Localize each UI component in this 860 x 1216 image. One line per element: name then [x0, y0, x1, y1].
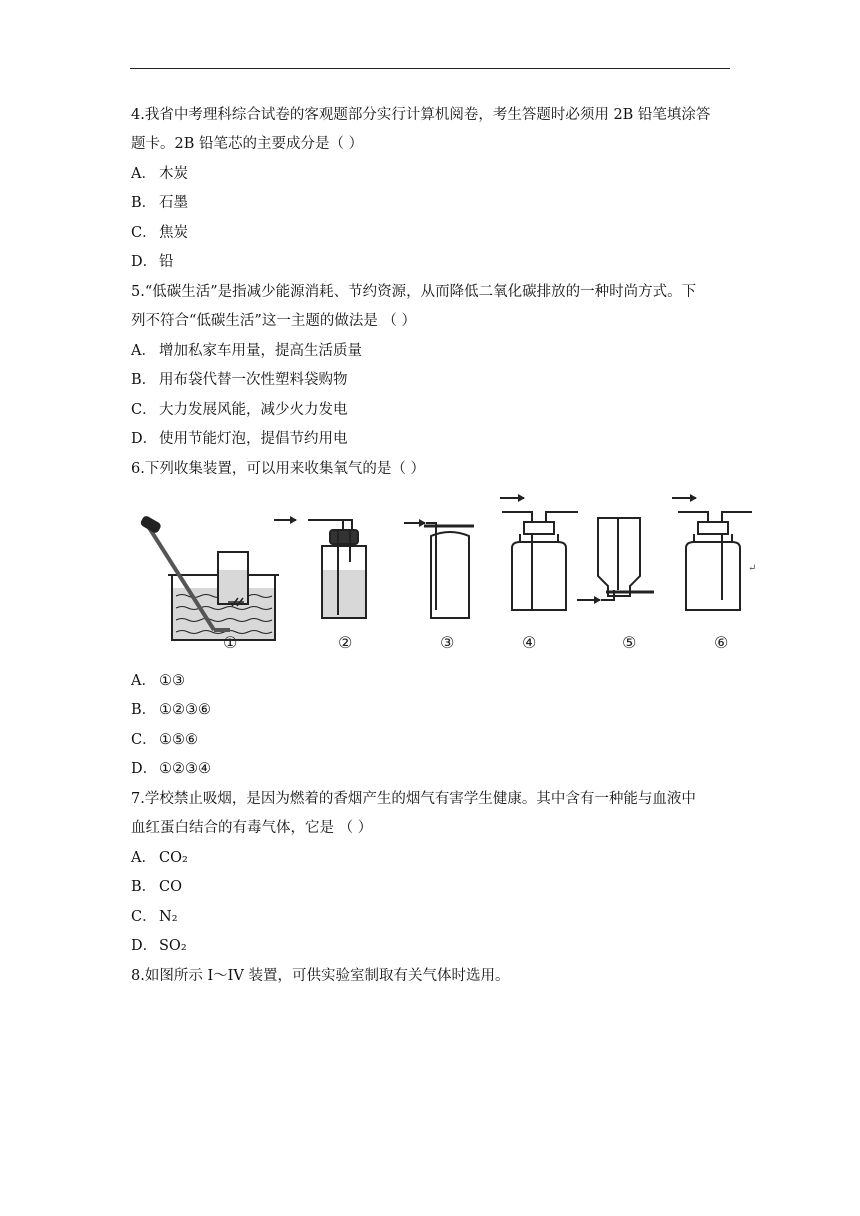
option-text: 石墨: [159, 195, 188, 211]
option-letter: C．: [131, 402, 157, 418]
apparatus-6-bottle: [672, 494, 752, 610]
option-letter: D．: [131, 938, 158, 954]
option-letter: D．: [131, 761, 158, 777]
apparatus-3-open-bottle: [404, 519, 474, 618]
q7-option-b: [131, 877, 182, 897]
figure-label-2: ②: [338, 633, 353, 652]
option-letter: B．: [131, 879, 157, 895]
option-letter: D．: [131, 254, 158, 270]
q5-option-d: [131, 429, 348, 449]
q5-stem-line2: 列不符合“低碳生活”这一主题的做法是 （ ）: [131, 313, 417, 329]
q4-option-d: [131, 252, 174, 272]
option-letter: A．: [131, 166, 156, 182]
figure-label-5: ⑤: [622, 633, 637, 652]
option-text: N₂: [159, 909, 178, 925]
option-letter: C．: [131, 909, 157, 925]
option-text: ①②③④: [159, 761, 211, 777]
option-text: CO: [159, 879, 182, 895]
q5-option-a: [131, 341, 362, 361]
option-text: 增加私家车用量，提高生活质量: [159, 343, 362, 359]
q4-option-a: [131, 164, 188, 184]
figure-label-4: ④: [522, 633, 537, 652]
q4-stem-line1: 4.我省中考理科综合试卷的客观题部分实行计算机阅卷，考生答题时必须用 2B 铅笔填涂答: [131, 107, 711, 123]
q4-stem-line2: 题卡。2B 铅笔芯的主要成分是（ ）: [131, 136, 364, 152]
q7-option-d: [131, 936, 187, 956]
option-text: ①③: [159, 673, 185, 689]
option-text: SO₂: [159, 938, 187, 954]
option-text: ①②③⑥: [159, 702, 211, 718]
apparatus-4-bottle: [500, 494, 578, 610]
option-letter: A．: [131, 850, 156, 866]
option-text: ①⑤⑥: [159, 732, 198, 748]
option-letter: A．: [131, 343, 156, 359]
q6-option-a: [131, 671, 185, 691]
q7-option-a: [131, 848, 188, 868]
option-letter: B．: [131, 372, 157, 388]
q6-stem: 6.下列收集装置，可以用来收集氧气的是（ ）: [131, 461, 425, 477]
q6-option-c: [131, 730, 198, 750]
q5-option-b: [131, 370, 348, 390]
option-text: 木炭: [159, 166, 188, 182]
q7-stem-line2: 血红蛋白结合的有毒气体，它是 （ ）: [131, 820, 373, 836]
q4-option-b: [131, 193, 188, 213]
q5-option-c: [131, 400, 348, 420]
option-text: CO₂: [159, 850, 188, 866]
option-letter: C．: [131, 732, 157, 748]
q4-option-c: [131, 223, 188, 243]
option-letter: C．: [131, 225, 157, 241]
figure-label-1: ①: [223, 633, 238, 652]
figure-label-3: ③: [440, 633, 455, 652]
option-text: 铅: [159, 254, 174, 270]
q7-stem-line1: 7.学校禁止吸烟，是因为燃着的香烟产生的烟气有害学生健康。其中含有一种能与血液中: [131, 791, 696, 807]
apparatus-1-water-trough: [141, 516, 279, 640]
figure-label-6: ⑥: [714, 633, 729, 652]
q6-option-b: [131, 700, 211, 720]
q8-stem: 8.如图所示 I～IV 装置，可供实验室制取有关气体时选用。: [131, 968, 510, 984]
option-letter: A．: [131, 673, 156, 689]
option-text: 使用节能灯泡，提倡节约用电: [159, 431, 348, 447]
return-mark: ↵: [748, 563, 757, 574]
option-letter: B．: [131, 702, 157, 718]
option-text: 大力发展风能，减少火力发电: [159, 402, 348, 418]
apparatus-2-bottle-liquid: [274, 516, 366, 618]
q6-option-d: [131, 759, 211, 779]
option-letter: D．: [131, 431, 158, 447]
q5-stem-line1: 5.“低碳生活”是指减少能源消耗、节约资源，从而降低二氧化碳排放的一种时尚方式。下: [131, 284, 697, 300]
option-text: 用布袋代替一次性塑料袋购物: [159, 372, 348, 388]
q7-option-c: [131, 907, 178, 927]
option-letter: B．: [131, 195, 157, 211]
header-rule: [130, 68, 730, 69]
option-text: 焦炭: [159, 225, 188, 241]
apparatus-5-inverted-bottle: [577, 518, 654, 604]
gas-collection-apparatus-figure: [140, 490, 760, 655]
